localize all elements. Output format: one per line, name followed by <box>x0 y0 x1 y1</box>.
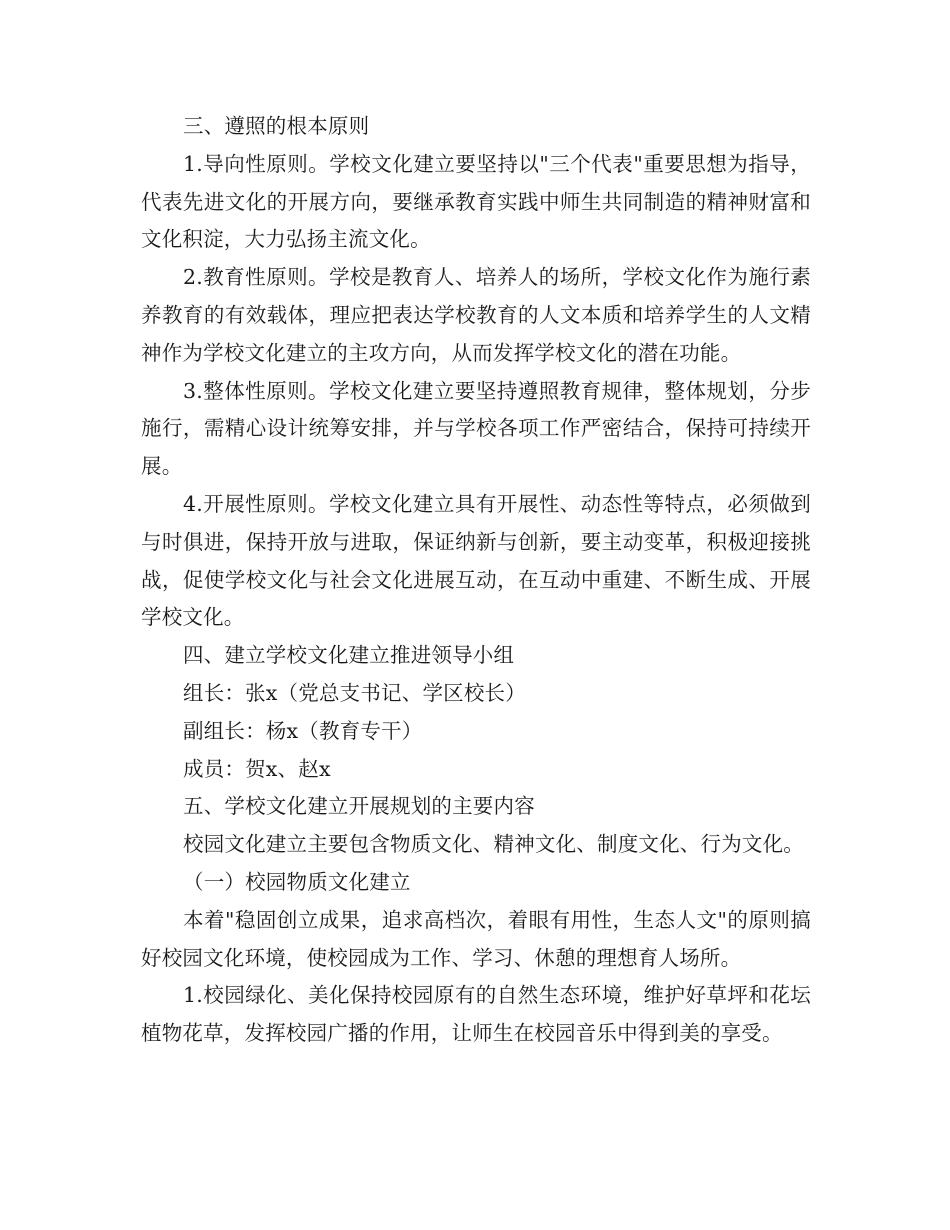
paragraph-material-culture-principle: 本着"稳固创立成果，追求高档次，着眼有用性，生态人文"的原则搞好校园文化环境，使校园成为工作、学习、休憩的理想育人场所。 <box>141 907 811 970</box>
members-line: 成员：贺x、赵x <box>183 756 331 781</box>
document-body <box>141 108 811 1053</box>
section-heading-principles: 三、遵照的根本原则 <box>183 114 370 138</box>
section-heading-main-content: 五、学校文化建立开展规划的主要内容 <box>183 794 535 819</box>
paragraph-integrity-principle: 3.整体性原则。学校文化建立要坚持遵照教育规律，整体规划，分步施行，需精心设计统筹安排，并与学校各项工作严密结合，保持可持续开展。 <box>141 378 811 479</box>
deputy-leader-line: 副组长：杨x（教育专干） <box>183 718 423 743</box>
paragraph-campus-greening: 1.校园绿化、美化保持校园原有的自然生态环境，维护好草坪和花坛植物花草，发挥校园广播的作用，让师生在校园音乐中得到美的享受。 <box>141 983 811 1046</box>
paragraph-guidance-principle: 1.导向性原则。学校文化建立要坚持以"三个代表"重要思想为指导，代表先进文化的开展方向，要继承教育实践中师生共同制造的精神财富和文化积淀，大力弘扬主流文化。 <box>141 151 811 252</box>
section-heading-leadership-group: 四、建立学校文化建立推进领导小组 <box>183 643 515 668</box>
paragraph-education-principle: 2.教育性原则。学校是教育人、培养人的场所，学校文化作为施行素养教育的有效载体，理应把表达学校教育的人文本质和培养学生的人文精神作为学校文化建立的主攻方向，从而发挥学校文化的潜在功能。 <box>141 265 811 365</box>
paragraph-culture-types: 校园文化建立主要包含物质文化、精神文化、制度文化、行为文化。 <box>183 832 804 857</box>
leader-line: 组长：张x（党总支书记、学区校长） <box>183 680 526 705</box>
paragraph-development-principle: 4.开展性原则。学校文化建立具有开展性、动态性等特点，必须做到与时俱进，保持开放与进取，保证纳新与创新，要主动变革，积极迎接挑战，促使学校文化与社会文化进展互动，在互动中重建、不断生成、开展学校文化。 <box>141 491 811 630</box>
subsection-heading-material-culture: （一）校园物质文化建立 <box>183 869 411 894</box>
